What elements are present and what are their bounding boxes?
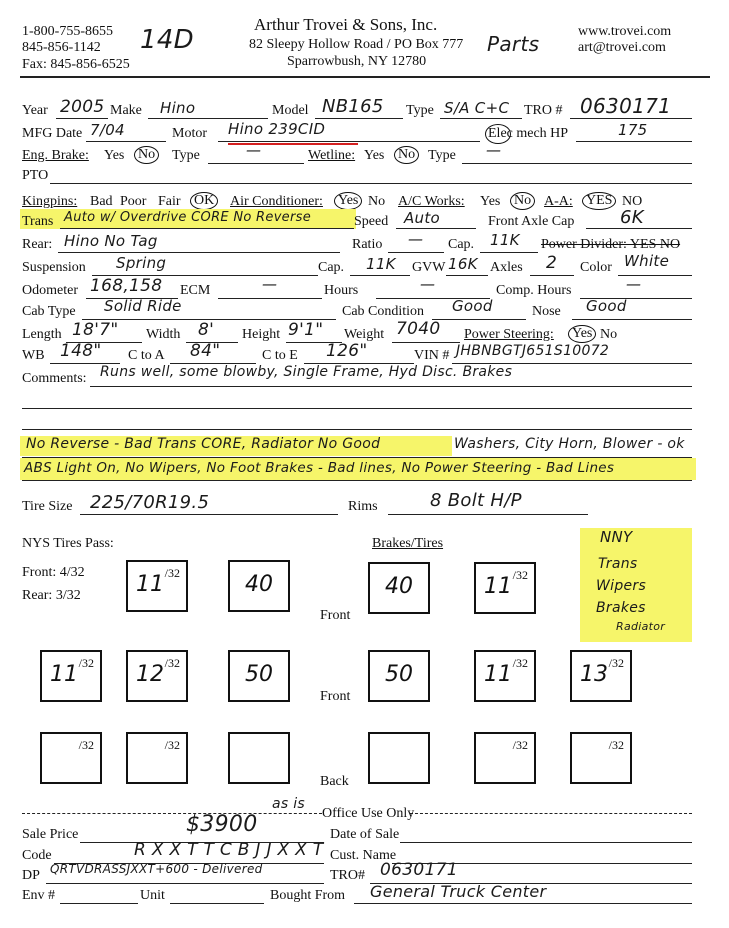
rear-cap-value: 11K (490, 231, 520, 249)
length-value: 18'7" (72, 320, 119, 340)
ac-works-no: No (510, 192, 535, 210)
model-value: NB165 (322, 96, 384, 117)
power-steering-no: No (600, 327, 618, 342)
type-label: Type (406, 103, 434, 118)
trans-value: Auto w/ Overdrive CORE No Reverse (64, 210, 311, 225)
brake-box-rear-right: 50 (368, 650, 430, 702)
cab-condition-label: Cab Condition (342, 304, 425, 319)
susp-cap-label: Cap. (318, 260, 345, 275)
nys-tires-pass-label: NYS Tires Pass: (22, 536, 114, 551)
power-steering-yes: Yes (568, 325, 596, 343)
phone-number-2: 845-856-1142 (22, 40, 101, 55)
brakes-tires-label: Brakes/Tires (372, 536, 444, 551)
rear-spec: Rear: 3/32 (22, 588, 81, 603)
ecm-value: — (262, 275, 278, 293)
header-divider (20, 76, 710, 78)
comments-label: Comments: (22, 371, 87, 386)
notes-line-1a: No Reverse - Bad Trans CORE, Radiator No Good (26, 436, 381, 452)
front-axle-cap-value: 6K (620, 207, 644, 228)
ratio-label: Ratio (352, 237, 383, 252)
suspension-label: Suspension (22, 260, 86, 275)
wetline-label: Wetline: (308, 148, 356, 163)
tro-value: 0630171 (580, 94, 672, 118)
fax-number: Fax: 845-856-6525 (22, 57, 130, 72)
width-value: 8' (198, 320, 215, 340)
dp-label: DP (22, 868, 40, 883)
power-steering-label: Power Steering: (464, 327, 554, 342)
gvw-value: 16K (448, 255, 478, 273)
nose-value: Good (586, 297, 627, 315)
tire-box-back-outer-left: /32 (40, 732, 102, 784)
env-label: Env # (22, 888, 56, 903)
model-label: Model (272, 103, 309, 118)
front-spec: Front: 4/32 (22, 565, 85, 580)
website: www.trovei.com (578, 24, 672, 39)
ecm-label: ECM (180, 283, 211, 298)
handwritten-parts: Parts (487, 32, 540, 56)
power-divider-label: Power Divider: YES NO (541, 237, 681, 252)
eng-brake-type-label: Type (172, 148, 200, 163)
comp-hours-label: Comp. Hours (496, 283, 572, 298)
brake-box-rear-left: 50 (228, 650, 290, 702)
wetline-no: No (394, 146, 419, 164)
nny-item-brakes: Brakes (596, 600, 646, 616)
rear-cap-label: Cap. (448, 237, 475, 252)
nny-item-trans: Trans (598, 556, 638, 572)
vin-value: JHBNBGTJ651S10072 (456, 343, 610, 359)
weight-label: Weight (344, 327, 385, 342)
unit-label: Unit (140, 888, 165, 903)
make-label: Make (110, 103, 142, 118)
sale-price-label: Sale Price (22, 827, 79, 842)
bought-from-value: General Truck Center (370, 882, 547, 901)
trans-label: Trans (22, 214, 54, 229)
cab-type-value: Solid Ride (104, 297, 182, 315)
height-label: Height (242, 327, 281, 342)
bought-from-label: Bought From (270, 888, 346, 903)
office-use-only-label: Office Use Only (322, 806, 415, 821)
tire-box-back-inner-left: /32 (126, 732, 188, 784)
handwritten-number: 14D (140, 25, 195, 55)
color-label: Color (580, 260, 612, 275)
weight-value: 7040 (396, 319, 441, 339)
date-of-sale-label: Date of Sale (330, 827, 400, 842)
hp-value: 175 (618, 121, 648, 139)
axles-value: 2 (546, 253, 558, 273)
brake-box-front-right: 40 (368, 562, 430, 614)
tire-size-label: Tire Size (22, 499, 73, 514)
back-label: Back (320, 774, 349, 789)
tro2-label: TRO# (330, 868, 365, 883)
eng-brake-no: No (134, 146, 159, 164)
aa-label: A-A: (544, 194, 573, 209)
motor-value: Hino 239CID (228, 120, 326, 138)
wetline-type-label: Type (428, 148, 456, 163)
ac-works-yes: Yes (480, 194, 501, 209)
length-label: Length (22, 327, 62, 342)
tire-box-back-inner-right: /32 (474, 732, 536, 784)
brake-box-front-left: 40 (228, 560, 290, 612)
ac-yes: Yes (334, 192, 362, 210)
wetline-type-value: — (486, 141, 502, 159)
eng-brake-type-value: — (246, 141, 262, 159)
c-to-e-value: 126" (326, 341, 368, 361)
email: art@trovei.com (578, 40, 666, 55)
hours-label: Hours (324, 283, 359, 298)
tire-box-back-outer-right: /32 (570, 732, 632, 784)
color-value: White (624, 252, 670, 270)
rear-label: Rear: (22, 237, 53, 252)
front-axle-cap-label: Front Axle Cap (488, 214, 575, 229)
as-is-note: as is (272, 796, 306, 812)
kingpins-fair: Fair (158, 194, 181, 209)
make-value: Hino (160, 99, 196, 117)
tire-size-value: 225/70R19.5 (90, 492, 210, 513)
mfg-date-label: MFG Date (22, 126, 83, 141)
sale-price-value: $3900 (186, 812, 258, 837)
susp-cap-value: 11K (366, 255, 396, 273)
brake-box-back-right (368, 732, 430, 784)
year-value: 2005 (60, 97, 105, 117)
notes-line-1b: Washers, City Horn, Blower - ok (454, 436, 685, 452)
office-dash-left (22, 813, 322, 814)
odometer-label: Odometer (22, 283, 78, 298)
nose-label: Nose (532, 304, 561, 319)
tire-box-front-right: /32 11 (474, 562, 536, 614)
mfg-date-value: 7/04 (90, 121, 125, 139)
tire-box-rear-inner-right: /32 11 (474, 650, 536, 702)
company-name: Arthur Trovei & Sons, Inc. (254, 15, 438, 34)
aa-no: NO (622, 194, 643, 209)
c-to-a-label: C to A (128, 348, 165, 363)
suspension-value: Spring (116, 254, 167, 272)
office-dash-right (410, 813, 692, 814)
notes-line-2: ABS Light On, No Wipers, No Foot Brakes - Bad lines, No Power Steering - Bad Lines (24, 460, 615, 476)
brake-box-back-left (228, 732, 290, 784)
cust-name-label: Cust. Name (330, 848, 397, 863)
year-label: Year (22, 103, 48, 118)
eng-brake-label: Eng. Brake: (22, 148, 89, 163)
company-city: Sparrowbush, NY 12780 (287, 54, 427, 69)
code-value: R X X T T C B J J X X T (134, 840, 324, 860)
kingpins-label: Kingpins: (22, 194, 78, 209)
nny-title: NNY (600, 528, 633, 546)
rear-value: Hino No Tag (64, 232, 158, 250)
speed-label: Speed (354, 214, 389, 229)
code-label: Code (22, 848, 52, 863)
phone-number: 1-800-755-8655 (22, 24, 113, 39)
tro2-value: 0630171 (380, 860, 458, 880)
elec-mech-hp-label: Elec mech HP (488, 126, 569, 141)
front-label-1: Front (320, 608, 351, 623)
tire-box-rear-inner-left: /32 12 (126, 650, 188, 702)
height-value: 9'1" (288, 320, 324, 340)
gvw-label: GVW (412, 260, 446, 275)
rims-value: 8 Bolt H/P (430, 490, 522, 511)
width-label: Width (146, 327, 181, 342)
c-to-a-value: 84" (190, 341, 221, 361)
aa-yes: YES (582, 192, 616, 210)
kingpins-ok: OK (190, 192, 218, 210)
tire-box-front-left: /32 11 (126, 560, 188, 612)
hours-value: — (420, 275, 436, 293)
company-address: 82 Sleepy Hollow Road / PO Box 777 (249, 37, 464, 52)
ac-no: No (368, 194, 386, 209)
cab-type-label: Cab Type (22, 304, 76, 319)
ratio-value: — (408, 230, 424, 248)
wetline-yes: Yes (364, 148, 385, 163)
cab-condition-value: Good (452, 297, 493, 315)
tire-box-rear-outer-left: /32 11 (40, 650, 102, 702)
front-label-2: Front (320, 689, 351, 704)
rims-label: Rims (348, 499, 378, 514)
kingpins-poor: Poor (120, 194, 147, 209)
tro-label: TRO # (524, 103, 563, 118)
motor-label: Motor (172, 126, 207, 141)
comments-value: Runs well, some blowby, Single Frame, Hyd Disc. Brakes (100, 364, 513, 380)
type-value: S/A C+C (444, 99, 510, 117)
comp-hours-value: — (626, 275, 642, 293)
tire-box-rear-outer-right: /32 13 (570, 650, 632, 702)
eng-brake-yes: Yes (104, 148, 125, 163)
dp-value: QRTVDRASSJXXT+600 - Delivered (50, 862, 263, 876)
kingpins-bad: Bad (90, 194, 113, 209)
speed-value: Auto (404, 209, 441, 227)
pto-label: PTO (22, 168, 49, 183)
nny-item-radiator: Radiator (616, 620, 666, 633)
nny-item-wipers: Wipers (596, 578, 647, 594)
c-to-e-label: C to E (262, 348, 298, 363)
axles-label: Axles (490, 260, 523, 275)
wb-label: WB (22, 348, 45, 363)
odometer-value: 168,158 (90, 276, 163, 296)
ac-works-label: A/C Works: (398, 194, 465, 209)
air-conditioner-label: Air Conditioner: (230, 194, 323, 209)
wb-value: 148" (60, 341, 102, 361)
vin-label: VIN # (414, 348, 450, 363)
